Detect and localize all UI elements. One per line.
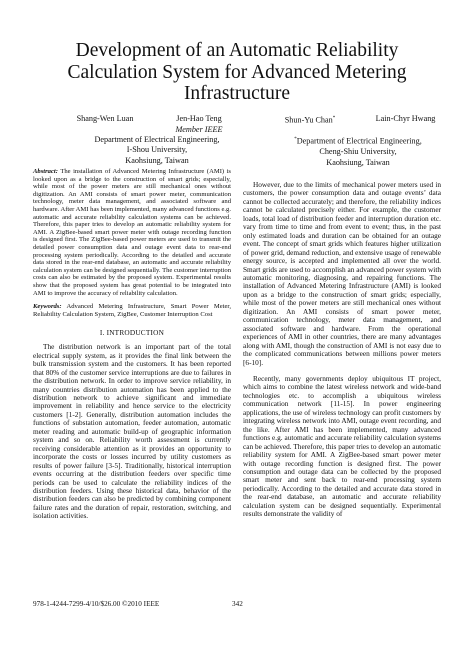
affiliation-line: Cheng-Shiu University, [319, 147, 397, 157]
affiliation-line: Department of Electrical Engineering, [94, 135, 220, 144]
author-2 [154, 114, 244, 135]
left-column [33, 168, 231, 521]
footer-isbn: 978-1-4244-7299-4/10/$26.00 ©2010 IEEE [33, 600, 160, 608]
affiliation-left [82, 135, 232, 166]
affiliation-sup: * [294, 137, 297, 142]
author-sup: * [332, 116, 336, 121]
right-paragraph-2: Recently, many governments deploy ubiquitous IT project, which aims to combine the latest wireless network and wide-band technologies etc. to accomplish a ubiquitous wireless communication network [11-15]. In power engineering applications, the use of wireless technology can profit customers by integrating wireless network into AMI, outage event recording, and the like. After AMI has been implemented, many advanced functions e.g. automatic and accurate reliability calculation systems can be achieved. Therefore, this paper tries to develop an automatic reliability system for AMI. A ZigBee-based smart power meter with outage recording function is designed first. The power consumption and outage data can be collected by the proposed smart meter and sent back to rear-end processing system periodically. According to the detailed and accurate data stored in the rear-end database, an automatic and accurate reliability calculation system can be designed sequentially. Experimental results demonstrate the validity of [243, 373, 441, 519]
author-note: Member IEEE [175, 124, 223, 134]
right-column [243, 181, 441, 519]
author-name: Shang-Wen Luan [76, 114, 134, 123]
author-1 [60, 114, 150, 125]
title-line-1: Development of an Automatic Reliability [75, 40, 399, 61]
page-number: 342 [232, 600, 243, 608]
affiliation-line: Kaohsiung, Taiwan [326, 157, 390, 167]
title-line-3: Infrastructure [183, 83, 291, 104]
affiliation-line: I-Shou University, [126, 145, 188, 155]
affiliation-line: Department of Electrical Engineering, [296, 136, 422, 146]
section-heading-introduction: I. INTRODUCTION [99, 328, 165, 338]
title-line-2: Calculation System for Advanced Metering [67, 61, 407, 83]
abstract-label: Abstract: [33, 168, 58, 175]
author-name: Lain-Chyr Hwang [375, 114, 436, 123]
introduction-paragraph: The distribution network is an important part of the total electrical supply system, as it provides the final link between the bulk transmission system and the customers. It has been reported that 80% of the customer service interruptions are due to failures in the distribution network. In order to improve service reliability, in many countries distribution automation has been applied to the distribution network to achieve significant and immediate improvement in reliability and hence service to the electricity customers [1-2]. Generally, distribution automation includes the functions of substation automation, feeder automation, automatic meter reading and automatic build-up of geographic information system and so on. Reliability worth assessment is currently receiving considerable attention as it provides an opportunity to incorporate the costs or losses incurred by utility customers as results of power failure [3-5]. Traditionally, historical interruption events occurring at the distribution feeders over specific time periods can be used to calculate the reliability indices of the distribution feeders. Using these historical data, behavior of the distribution feeders can also be predicted by combining component failure rates and the duration of repair, restoration, switching, and isolation activities. [33, 342, 231, 521]
author-name: Jen-Hao Teng [176, 114, 222, 123]
paper-title [30, 40, 444, 105]
keywords [33, 303, 231, 318]
keywords-label: Keywords: [33, 303, 62, 311]
right-paragraph-1: However, due to the limits of mechanical power meters used in customers, the power consumption data and outage events’ data cannot be collected accurately; and therefore, the reliability indices cannot be calculated precisely either. For example, the customer loads, total load of distribution feeder and interruption duration etc. vary from time to time and from event to event; thus, in the past only estimated loads and duration can be obtained for an outage event. The concept of smart grids which features higher utilization of power grid, demand reduction, and extensive usage of renewable energy source, is accepted and implemented all over the world. Smart grids are used to accomplish an advanced power system with automatic monitoring, diagnosing, and repairing functions. The installation of Advanced Metering Infrastructure (AMI) is looked upon as a bridge to the construction of smart grids; especially, while most of the power meters are still mechanical ones without digitization. An AMI consists of smart power meter, communication technology, meter data management, and associated software and hardware. From the operational experiences of AMI in other countries, there are many advantages along with AMI, though the construction of AMI is not easy due to the complicated communications between millions power meters [6-10]. [243, 180, 441, 367]
abstract [33, 168, 231, 297]
abstract-text: The installation of Advanced Metering Infrastructure (AMI) is looked upon as a bridge to the construction of smart grids; especially, while most of the power meters are still mechanical ones without digitization. An AMI consists of smart power meter, communication technology, meter data management, and associated software and hardware. After AMI has been implemented, many advanced functions e.g. automatic and accurate reliability calculation systems can be achieved. Therefore, this paper tries to develop an automatic reliability system for AMI. A ZigBee-based smart power meter with outage recording function is designed first. The ZigBee-based power meters are used to transmit the detailed power consumption data and outage event data to rear-end processing system periodically. According to the detailed and accurate data stored in the rear-end database, an automatic and accurate reliability calculation system can be designed sequentially. The customer interruption costs can also be estimated by the proposed system. Experimental results show that the proposed system has great potential to be integrated into AMI to improve the accuracy of reliability calculation. [33, 168, 231, 297]
keywords-text: Advanced Metering Infrastructure, Smart Power Meter, Reliability Calculation System, ZigBee, Customer Interruption Cost [33, 303, 231, 318]
author-3 [265, 114, 355, 126]
author-name: Shun-Yu Chan [284, 115, 333, 125]
author-4 [358, 114, 453, 125]
affiliation-line: Kaohsiung, Taiwan [125, 155, 189, 165]
affiliation-right [278, 135, 438, 168]
